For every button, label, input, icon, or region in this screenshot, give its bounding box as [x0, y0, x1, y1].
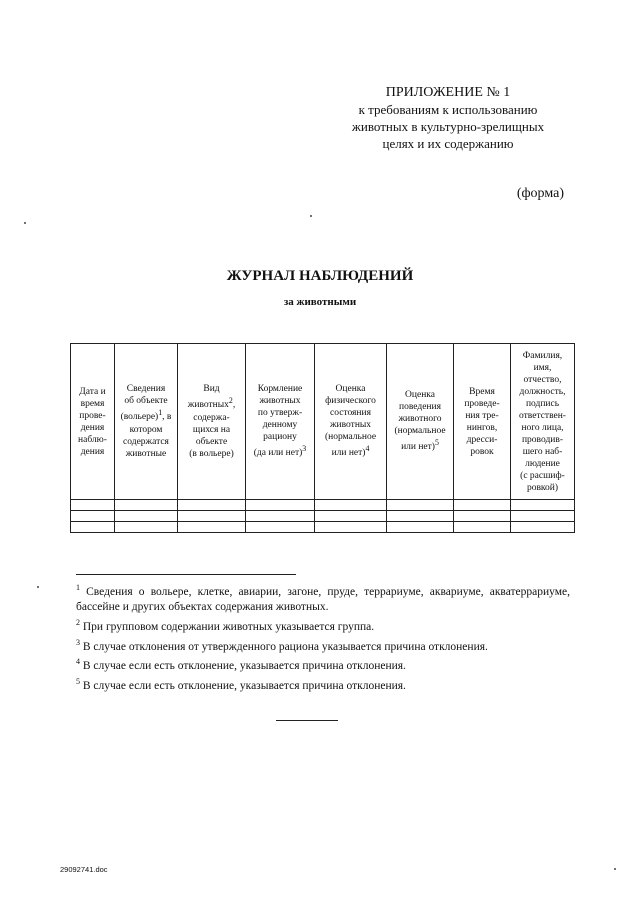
appendix-title: ПРИЛОЖЕНИЕ № 1	[385, 85, 511, 100]
footnote-1: $^1$ Сведения о вольере, клетке, авиарии, загоне, пруде, террариуме, аквариуме, акватеррариуме, бассейне и других объектах содержания животных.	[76, 583, 571, 613]
table-cell[interactable]	[178, 522, 246, 533]
journal-subtitle: за животными	[283, 296, 357, 308]
table-cell[interactable]	[115, 511, 178, 522]
table-header-row	[71, 344, 575, 500]
table-cell[interactable]	[246, 500, 315, 511]
form-label: (форма)	[516, 186, 564, 201]
appendix-subtitle-line-2: животных в культурно-зрелищных	[351, 119, 545, 134]
column-header-training-time: Время проведе- ния тре- нингов, дресси- ровок	[454, 344, 511, 500]
appendix-subtitle-line-3: целях и их содержанию	[382, 136, 514, 151]
table-row[interactable]	[71, 522, 575, 533]
scan-speck	[310, 215, 312, 217]
table-cell[interactable]	[315, 522, 387, 533]
table-cell[interactable]	[454, 522, 511, 533]
end-of-document-line	[276, 720, 338, 721]
column-header-animal-species: Вид животных$^2$, содержа- щихся на объекте (в вольере)	[178, 344, 246, 500]
table-row[interactable]	[71, 511, 575, 522]
file-reference: 29092741.doc	[60, 865, 108, 874]
column-header-physical-condition: Оценка физического состояния животных (нормальное или нет)$^4$	[315, 344, 387, 500]
table-cell[interactable]	[511, 522, 575, 533]
table-cell[interactable]	[246, 522, 315, 533]
scan-speck	[614, 868, 616, 870]
table-cell[interactable]	[71, 500, 115, 511]
table-cell[interactable]	[454, 500, 511, 511]
footnotes	[76, 580, 570, 694]
table-cell[interactable]	[246, 511, 315, 522]
table-cell[interactable]	[511, 500, 575, 511]
appendix-header	[330, 84, 566, 152]
table-cell[interactable]	[115, 500, 178, 511]
footnote-3: $^3$ В случае отклонения от утвержденного рациона указывается причина отклонения.	[76, 637, 488, 653]
table-cell[interactable]	[387, 511, 454, 522]
footnote-2: $^2$ При групповом содержании животных указывается группа.	[76, 617, 375, 633]
footnote-4: $^4$ В случае если есть отклонение, указывается причина отклонения.	[76, 657, 406, 673]
journal-title: ЖУРНАЛ НАБЛЮДЕНИЙ	[226, 268, 414, 284]
table-cell[interactable]	[71, 511, 115, 522]
column-header-feeding: Кормление животных по утверж- денному рациону (да или нет)$^3$	[246, 344, 315, 500]
observation-journal-table	[70, 343, 575, 533]
table-cell[interactable]	[71, 522, 115, 533]
table-cell[interactable]	[178, 511, 246, 522]
table-cell[interactable]	[387, 522, 454, 533]
column-header-enclosure-info: Сведения об объекте (вольере)$^1$, в котором содержатся животные	[115, 344, 178, 500]
table-cell[interactable]	[454, 511, 511, 522]
scan-speck	[24, 222, 26, 224]
scan-speck	[37, 586, 39, 588]
table-row[interactable]	[71, 500, 575, 511]
appendix-subtitle-line-1: к требованиям к использованию	[358, 102, 538, 117]
table-cell[interactable]	[315, 500, 387, 511]
footnote-separator	[76, 574, 296, 575]
footnote-5: $^5$ В случае если есть отклонение, указывается причина отклонения.	[76, 677, 406, 693]
table-cell[interactable]	[178, 500, 246, 511]
table-cell[interactable]	[387, 500, 454, 511]
table-cell[interactable]	[315, 511, 387, 522]
table-cell[interactable]	[115, 522, 178, 533]
column-header-behavior: Оценка поведения животного (нормальное или нет)$^5$	[387, 344, 454, 500]
table-cell[interactable]	[511, 511, 575, 522]
column-header-responsible-person: Фамилия, имя, отчество, должность, подпись ответствен- ного лица, проводив- шего наб- людение (с расшиф- ровкой)	[511, 344, 575, 500]
column-header-date-time: Дата и время прове- дения наблю- дения	[71, 344, 115, 500]
